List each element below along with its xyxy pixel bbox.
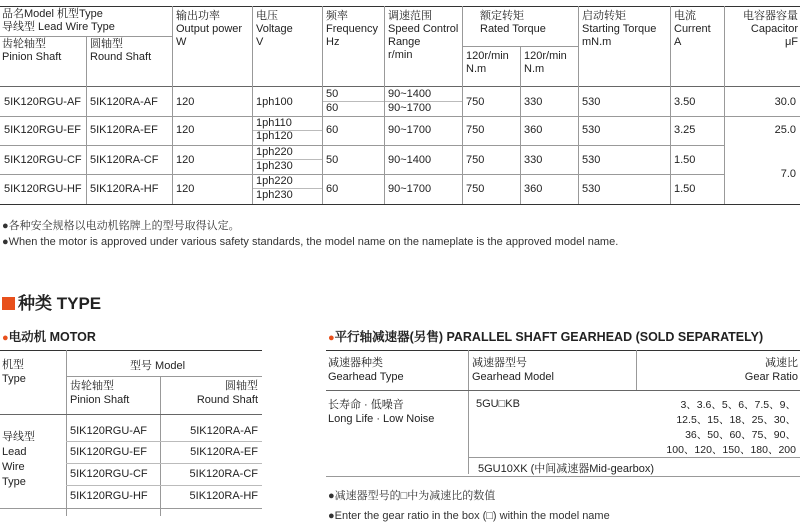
gear-ratio-en: Gear Ratio (744, 371, 798, 383)
row4-t1: 750 (466, 183, 485, 195)
header-pinion (2, 38, 61, 64)
row4-power: 120 (176, 183, 195, 195)
gear-ratio-header (745, 356, 798, 384)
row1-speed2: 90~1700 (388, 102, 432, 114)
divider (670, 6, 671, 86)
motor-row4-pinion: 5IK120RGU-HF (70, 490, 148, 502)
divider (322, 101, 462, 102)
motor-pinion-header (70, 379, 129, 407)
gear-model-header (472, 356, 554, 384)
gear-ratios-line1: 3、3.6、5、6、7.5、9、 (680, 399, 796, 411)
motor-title-text: 电动机 MOTOR (8, 330, 96, 344)
header-freq-en: Frequency (326, 23, 378, 35)
row2-start: 530 (582, 124, 601, 136)
divider (86, 36, 87, 86)
divider (252, 6, 253, 86)
header-current-en: Current (674, 23, 711, 35)
divider (724, 6, 725, 86)
header-voltage-unit: V (256, 36, 264, 48)
row1-speed: 90~1400 (388, 88, 432, 100)
divider (0, 204, 800, 205)
header-model (2, 8, 115, 34)
header-pinion-en: Pinion Shaft (2, 51, 62, 63)
divider (66, 441, 262, 442)
row3-voltage2: 1ph230 (256, 160, 293, 172)
row1-t2: 330 (524, 96, 543, 108)
divider (0, 350, 262, 351)
divider (66, 485, 262, 486)
row1-round: 5IK120RA-AF (90, 96, 158, 108)
row1-pinion: 5IK120RGU-AF (4, 96, 82, 108)
divider (670, 86, 671, 204)
header-voltage-en: Voltage (256, 23, 293, 35)
header-torque-1200-val: 120r/min (524, 50, 567, 62)
header-freq (326, 10, 378, 49)
gear-life-en: Long Life · Low Noise (328, 413, 435, 425)
gear-life-cn: 长寿命 · 低噪音 (328, 399, 404, 411)
row2-power: 120 (176, 124, 195, 136)
header-speed-en2: Range (388, 36, 421, 48)
header-current-cn: 电流 (674, 10, 696, 22)
divider (252, 86, 253, 204)
header-cap-unit: μF (784, 36, 798, 48)
row4-speed: 90~1700 (388, 183, 432, 195)
motor-type-cn: 机型 (2, 359, 24, 371)
header-speed (388, 10, 458, 62)
divider (0, 414, 262, 415)
header-cap-en: Capacitor (750, 23, 798, 35)
divider (462, 86, 463, 204)
divider (66, 376, 262, 377)
motor-row1-pinion: 5IK120RGU-AF (70, 425, 148, 437)
divider (172, 6, 173, 86)
row4-t2: 360 (524, 183, 543, 195)
row2-pinion: 5IK120RGU-EF (4, 124, 82, 136)
row2-round: 5IK120RA-EF (90, 124, 158, 136)
header-round (90, 38, 151, 64)
motor-pinion-cn: 齿轮轴型 (70, 380, 114, 392)
header-model-cn: 品名Model 机型Type (2, 8, 103, 20)
row3-start: 530 (582, 154, 601, 166)
motor-row2-round: 5IK120RA-EF (190, 446, 258, 458)
orange-dot-icon: ● (2, 332, 9, 344)
header-torque-120-val: 120r/min (466, 50, 509, 62)
divider (384, 86, 385, 204)
gearhead-table (326, 350, 800, 482)
row3-round: 5IK120RA-CF (90, 154, 159, 166)
row3-speed: 90~1400 (388, 154, 432, 166)
divider (578, 86, 579, 204)
row3-voltage: 1ph220 (256, 146, 293, 158)
orange-square-icon (2, 297, 15, 310)
gear-note-cn: ●减速器型号的□中为减速比的数值 (328, 490, 496, 502)
row4-round: 5IK120RA-HF (90, 183, 159, 195)
motor-pinion-en: Pinion Shaft (70, 394, 130, 406)
header-start-unit: mN.m (582, 36, 612, 48)
row1-freq: 50 (326, 88, 339, 100)
row3-current: 1.50 (674, 154, 696, 166)
divider (86, 86, 87, 204)
header-freq-unit: Hz (326, 36, 340, 48)
divider (468, 457, 800, 458)
gear-type-cn: 减速器种类 (328, 357, 383, 369)
gearhead-title-text: 平行轴减速器(另售) PARALLEL SHAFT GEARHEAD (SOLD SEPARATELY) (334, 330, 764, 344)
motor-lead-cn: 导线型 (2, 431, 35, 443)
header-freq-cn: 频率 (326, 10, 348, 22)
divider (322, 6, 323, 86)
gear-mid: 5GU10XK (中间减速器Mid-gearbox) (478, 463, 655, 475)
header-cap-cn: 电容器容量 (743, 10, 798, 22)
header-model-sub: 导线型 Lead Wire Type (2, 21, 115, 33)
header-start-cn: 启动转矩 (582, 10, 626, 22)
note-cn: ●各种安全规格以电动机铭牌上的型号取得认定。 (2, 220, 240, 232)
header-current (674, 10, 711, 49)
row1-current: 3.50 (674, 96, 696, 108)
motor-type-header (2, 358, 26, 386)
motor-round-cn: 圆轴型 (225, 380, 258, 392)
cap-shared: 7.0 (780, 168, 796, 180)
section-title (2, 289, 101, 314)
header-power-cn: 输出功率 (176, 10, 220, 22)
motor-row3-pinion: 5IK120RGU-CF (70, 468, 148, 480)
gear-ratios-line3: 36、50、60、75、90、 (685, 429, 796, 441)
motor-round-en: Round Shaft (196, 394, 258, 406)
divider (468, 350, 469, 474)
divider (66, 463, 262, 464)
divider (252, 188, 322, 189)
divider (0, 6, 800, 7)
gear-model: 5GU□KB (476, 398, 520, 410)
motor-title (2, 327, 96, 345)
row1-cap: 30.0 (774, 96, 796, 108)
row1-voltage: 1ph100 (256, 96, 293, 108)
header-torque (480, 10, 546, 36)
motor-row3-round: 5IK120RA-CF (189, 468, 258, 480)
header-round-cn: 圆轴型 (90, 38, 123, 50)
divider (0, 86, 800, 87)
divider (0, 145, 724, 146)
divider (724, 86, 725, 204)
divider (326, 476, 800, 477)
motor-row4-round: 5IK120RA-HF (189, 490, 258, 502)
divider (322, 86, 323, 204)
orange-dot-icon: ● (328, 332, 335, 344)
gear-ratios (666, 398, 796, 458)
row1-power: 120 (176, 96, 195, 108)
row2-cap: 25.0 (774, 124, 796, 136)
header-torque-120 (466, 50, 509, 76)
row3-t2: 330 (524, 154, 543, 166)
gear-note-en: ●Enter the gear ratio in the box (□) within the model name (328, 510, 610, 522)
divider (0, 116, 800, 117)
row4-voltage: 1ph220 (256, 175, 293, 187)
divider (326, 390, 800, 391)
header-power-unit: W (176, 36, 187, 48)
header-torque-en: Rated Torque (480, 23, 546, 35)
header-power-en: Output power (176, 23, 243, 35)
gear-ratios-line2: 12.5、15、18、25、30、 (676, 414, 796, 426)
row4-start: 530 (582, 183, 601, 195)
row2-t2: 360 (524, 124, 543, 136)
motor-lead-en3: Type (2, 476, 26, 488)
motor-lead-type (2, 430, 35, 490)
row2-voltage2: 1ph120 (256, 130, 293, 142)
motor-lead-en1: Lead (2, 446, 27, 458)
gear-ratio-cn: 减速比 (765, 357, 798, 369)
divider (160, 376, 161, 516)
divider (520, 86, 521, 204)
row4-pinion: 5IK120RGU-HF (4, 183, 82, 195)
divider (384, 6, 385, 86)
header-cap (743, 10, 798, 49)
header-start-en: Starting Torque (582, 23, 657, 35)
header-speed-en: Speed Control (388, 23, 459, 35)
divider (252, 159, 322, 160)
row4-voltage2: 1ph230 (256, 189, 293, 201)
row2-t1: 750 (466, 124, 485, 136)
header-power (176, 10, 242, 49)
header-current-unit: A (674, 36, 682, 48)
header-start (582, 10, 656, 49)
header-round-en: Round Shaft (90, 51, 152, 63)
motor-model-header: 型号 Model (130, 360, 186, 372)
gear-model-cn: 减速器型号 (472, 357, 527, 369)
header-pinion-cn: 齿轮轴型 (2, 38, 46, 50)
row3-power: 120 (176, 154, 195, 166)
row4-freq: 60 (326, 183, 339, 195)
divider (252, 130, 322, 131)
row2-current: 3.25 (674, 124, 696, 136)
section-title-text: 种类 TYPE (18, 294, 102, 313)
header-torque-cn: 额定转矩 (480, 10, 524, 22)
row3-t1: 750 (466, 154, 485, 166)
divider (0, 508, 262, 509)
divider (636, 350, 637, 390)
motor-lead-en2: Wire (2, 461, 25, 473)
note-en: ●When the motor is approved under various safety standards, the model name on the nameplate is the approved model name. (2, 236, 619, 248)
gear-type-header (328, 356, 404, 384)
header-torque-1200-unit: N.m (524, 63, 545, 75)
spec-table (0, 6, 800, 210)
row2-voltage: 1ph110 (256, 117, 292, 129)
motor-row1-round: 5IK120RA-AF (190, 425, 258, 437)
divider (66, 350, 67, 516)
motor-row2-pinion: 5IK120RGU-EF (70, 446, 148, 458)
row2-speed: 90~1700 (388, 124, 432, 136)
divider (578, 6, 579, 86)
divider (0, 174, 724, 175)
gearhead-title (328, 327, 763, 345)
header-torque-120-unit: N.m (466, 63, 487, 75)
header-voltage-cn: 电压 (256, 10, 278, 22)
motor-round-header (197, 379, 258, 407)
divider (326, 350, 800, 351)
row1-freq2: 60 (326, 102, 339, 114)
divider (520, 46, 521, 86)
motor-type-en: Type (2, 373, 26, 385)
gear-ratios-line4: 100、120、150、180、200 (666, 444, 796, 456)
gear-model-en: Gearhead Model (472, 371, 554, 383)
row1-t1: 750 (466, 96, 485, 108)
gear-type-en: Gearhead Type (328, 371, 404, 383)
row2-freq: 60 (326, 124, 339, 136)
header-speed-cn: 调速范围 (388, 10, 432, 22)
row3-pinion: 5IK120RGU-CF (4, 154, 82, 166)
row4-current: 1.50 (674, 183, 696, 195)
header-voltage (256, 10, 293, 49)
header-torque-1200 (524, 50, 567, 76)
gear-life (328, 398, 434, 426)
divider (172, 86, 173, 204)
row3-freq: 50 (326, 154, 339, 166)
row1-start: 530 (582, 96, 601, 108)
motor-table (0, 350, 262, 516)
header-speed-unit: r/min (388, 49, 413, 61)
